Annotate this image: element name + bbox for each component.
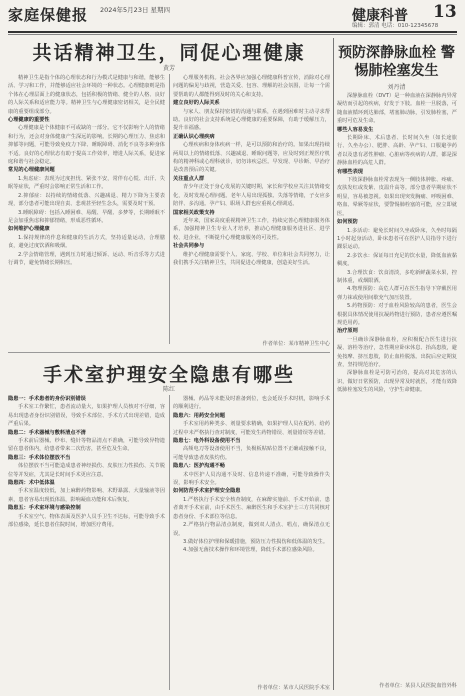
subheading: 关注重点人群 bbox=[173, 175, 205, 182]
subheading: 常见的心理健康问题 bbox=[8, 167, 55, 174]
article1-byline: 黄芳 bbox=[162, 65, 175, 72]
article3-column bbox=[337, 92, 457, 676]
paragraph: 3.合理饮食：饮食清淡，多吃新鲜蔬菜水果，控制体重，戒烟限酒。 bbox=[337, 269, 457, 284]
paragraph: 4.物理预防：高危人群可在医生指导下穿戴医用弹力袜或使用间歇充气加压装置。 bbox=[337, 286, 457, 301]
article2-byline: 陈红 bbox=[162, 386, 175, 393]
paragraph: 维护心理健康需要个人、家庭、学校、单位和社会共同努力，让我们携手关注精神卫生，共同促进心理健康，创造美好生活。 bbox=[173, 251, 330, 266]
masthead bbox=[0, 0, 465, 32]
subheading: 隐患三：手术体位摆放不当 bbox=[8, 454, 71, 461]
article2-credit: 作者单位：某市人民医院手术室 bbox=[257, 685, 330, 691]
paragraph: 器械、药品等未能及时准备到位，也会延误手术时机，影响手术的顺利进行。 bbox=[173, 396, 330, 411]
subheading: 心理健康的重要性 bbox=[8, 117, 50, 124]
paragraph: 长期卧床、术后患者、长时间久坐（如长途旅行、久坐办公）、肥胖、高龄、孕产妇、口服避孕药者以及患有恶性肿瘤、心脏病等疾病的人群，都是深静脉血栓的高危人群。 bbox=[337, 135, 457, 167]
subheading: 如何防范手术室护理安全隐患 bbox=[173, 488, 241, 495]
paragraph: 3.睡眠障碍：包括入睡困难、易醒、早醒、多梦等，长期睡眠不足会加重焦虑和抑郁情绪，形成恶性循环。 bbox=[8, 209, 165, 224]
paragraph: 手术室用药种类多、剂量要求精确，如果护理人员在配药、给药过程中未严格执行查对制度，可能发生药物错误、剂量错误等差错。 bbox=[173, 421, 330, 436]
subheading: 哪些人容易发生 bbox=[337, 126, 374, 133]
subheading: 建立良好的人际关系 bbox=[173, 100, 220, 107]
column-divider bbox=[169, 395, 170, 690]
subheading: 国家相关政策支持 bbox=[173, 209, 215, 216]
paragraph: 与家人、朋友保持密切的沟通与联系，在遇到困难时主动寻求帮助。良好的社会支持系统是心理健康的重要保障，有助于缓解压力，提升幸福感。 bbox=[173, 108, 330, 132]
paragraph: 深静脉血栓（DVT）是一种血液在深静脉内异常凝结而引起的疾病，好发于下肢。血栓一旦脱落，可随血液循环到达肺部，堵塞肺动脉，引发肺栓塞，严重时可危及生命。 bbox=[337, 93, 457, 125]
paragraph: 体位摆放不当可能造成患者神经损伤、皮肤压力性损伤、关节脱位等并发症，尤其是长时间手术更应注意。 bbox=[8, 463, 165, 478]
paragraph: 5.药物预防：对于血栓风险较高的患者，医生会根据具体情况使用抗凝药物进行预防，患者应遵医嘱规范用药。 bbox=[337, 303, 457, 326]
subheading: 隐患六：用药安全问题 bbox=[173, 412, 225, 419]
paragraph: 2.学会情绪管理，遇到压力时通过倾诉、运动、听音乐等方式进行调节，避免情绪长期积压。 bbox=[8, 251, 165, 266]
page-number: 13 bbox=[433, 2, 457, 22]
article3-byline: 刘丹清 bbox=[387, 84, 406, 91]
article1-title: 共话精神卫生，同促心理健康 bbox=[32, 42, 306, 64]
paragraph: 一旦确诊深静脉血栓，应积极配合医生进行抗凝、溶栓等治疗，急性期应卧床休息、抬高患肢，避免按摩、挤压患肢，防止血栓脱落。出院后应定期复查，坚持规范治疗。 bbox=[337, 336, 457, 368]
paragraph: 2.多饮水：保证每日充足的饮水量，降低血液黏稠度。 bbox=[337, 252, 457, 268]
column-divider bbox=[169, 74, 170, 344]
paragraph: 2.严格执行物品清点制度，做到双人清点、唱点，确保清点无误。 bbox=[173, 522, 330, 537]
subheading: 社会共同参与 bbox=[173, 243, 205, 250]
paragraph: 1.多活动：避免长时间久坐或卧床，久坐时每隔1小时起身活动，卧床患者可在医护人员指导下进行踝泵运动。 bbox=[337, 227, 457, 251]
paragraph: 近年来，国家高度重视精神卫生工作，持续完善心理健康服务体系，加强精神卫生专业人才培养，推动心理健康服务进社区、进学校、进企业，不断提升心理健康服务的可及性。 bbox=[173, 217, 330, 241]
issue-date: 2024年5月23日 星期四 bbox=[100, 6, 171, 14]
paragraph: 2.抑郁症：以持续的情绪低落、兴趣减退、精力下降为主要表现，部分患者可能出现自责、悲观甚至轻生念头，需要及时干预。 bbox=[8, 192, 165, 208]
header-rule bbox=[8, 31, 457, 33]
paragraph: 深静脉血栓是可防可治的，提高对其危害的认识，做好日常预防，出现异常及时就医，才能有效降低肺栓塞发生的风险，守护生命健康。 bbox=[337, 370, 457, 394]
paragraph: 手术室工作繁忙，患者流动量大，如果护理人员核对不仔细，容易出现患者身份识别错误，导致手术部位、手术方式出现差错，造成严重后果。 bbox=[8, 404, 165, 428]
paragraph: 术中医护人员沟通不及时、信息传递不准确，可能导致操作失误，影响手术安全。 bbox=[173, 471, 330, 487]
newspaper-brand: 家庭保健报 bbox=[8, 6, 89, 24]
article2-column-2 bbox=[173, 395, 330, 678]
paragraph: 1.焦虑症：表现为过度担忧、紧张不安，常伴有心慌、出汗、失眠等症状，严重时会影响正常生活和工作。 bbox=[8, 175, 165, 191]
article3-credit: 作者单位：某县人民医院血管外科 bbox=[379, 683, 457, 689]
paragraph: 手术前后器械、纱布、缝针等物品清点不准确，可能导致异物遗留在患者体内，给患者带来二次伤害，甚至危及生命。 bbox=[8, 438, 165, 453]
paragraph: 下肢深静脉血栓常表现为一侧肢体肿胀、疼痛、皮肤发红或发紫、皮温升高等。部分患者早期症状不明显，容易被忽视。如果出现突发胸痛、呼吸困难、咯血、晕厥等症状，要警惕肺栓塞的可能，应立即就医。 bbox=[337, 177, 457, 217]
subheading: 隐患二：手术器械与敷料清点不清 bbox=[8, 429, 86, 436]
paragraph: 手术室空气、物体表面及医护人员手卫生不达标，可能导致手术部位感染，延长患者住院时间，增加医疗费用。 bbox=[8, 513, 165, 529]
paragraph: 心理疾病和身体疾病一样，是可以预防和治疗的。如果出现持续两周以上的情绪低落、兴趣减退、睡眠问题等，应及时到正规医疗机构的精神科或心理科就诊，切勿讳疾忌医。早发现、早诊断、早治疗是改善预后的关键。 bbox=[173, 142, 330, 174]
article1-column-1 bbox=[8, 74, 165, 336]
subheading: 如何预防 bbox=[337, 219, 358, 226]
subheading: 隐患七：电外科设备使用不当 bbox=[173, 438, 241, 445]
paragraph: 1.严格执行手术安全核查制度，在麻醉实施前、手术开始前、患者离开手术室前，由手术医生、麻醉医生和手术室护士三方共同核对患者身份、手术部位等信息。 bbox=[173, 496, 330, 520]
section-divider bbox=[333, 38, 334, 690]
paragraph: 心理服务机构。社会各界应加强心理健康科普宣传，消除对心理问题的偏见与歧视，营造关爱、包容、理解的社会氛围，让每一个需要帮助的人都能得到及时的关心和支持。 bbox=[173, 75, 330, 98]
article1-column-2 bbox=[173, 74, 330, 329]
subheading: 有哪些表现 bbox=[337, 168, 363, 175]
paragraph: 3.做好体位护理和保暖措施，预防压力性损伤和低体温的发生。 bbox=[183, 538, 329, 545]
paragraph: 手术室温度较低，加上麻醉药物影响、术野暴露、大量输液等因素，患者容易出现低体温，影响凝血功能和术后恢复。 bbox=[8, 488, 165, 503]
subheading: 隐患八：医护沟通不畅 bbox=[173, 463, 225, 470]
article-divider bbox=[8, 352, 330, 353]
editor-contact: 编辑：郭清 电话：010-12345678 bbox=[352, 23, 439, 29]
paragraph: 青少年正处于身心发展的关键时期，家长和学校应关注其情绪变化，及时发现心理问题。老年人易出现孤独、失落等情绪，子女应多陪伴、多沟通。孕产妇、职场人群也应重视心理调适。 bbox=[173, 184, 330, 208]
paragraph: 精神卫生是指个体的心理状态和行为模式是健康与和谐，能够生活、学习和工作，并能够适应社会环境的一种状态。心理健康则是指个体在心理层面上的健康状态，包括积极的情绪、健全的人格、良好的人际关系和适应能力等。精神卫生与心理健康密切相关，是全民健康的重要组成部分。 bbox=[8, 75, 165, 115]
article2-column-1 bbox=[8, 395, 165, 690]
header-rule-thin bbox=[8, 34, 457, 35]
subheading: 隐患一：手术患者的身份识别错误 bbox=[8, 396, 86, 402]
subheading: 治疗原则 bbox=[337, 328, 358, 335]
subheading: 隐患五：手术室环境与感染控制 bbox=[8, 505, 81, 512]
article3-title: 预防深静脉血栓 警惕肺栓塞发生 bbox=[338, 45, 455, 79]
subheading: 如何维护心理健康 bbox=[8, 226, 50, 233]
paragraph: 4.加强无菌技术操作和环境管理，降低手术部位感染风险。 bbox=[183, 547, 318, 554]
subheading: 隐患四：术中低体温 bbox=[8, 480, 55, 487]
paragraph: 高频电刀等设备使用不当，负极板粘贴位置不正确或接触不良，可能导致患者皮肤灼伤。 bbox=[173, 446, 330, 461]
subheading: 正确认识心理疾病 bbox=[173, 133, 215, 140]
article2-title: 手术室护理安全隐患有哪些 bbox=[42, 364, 295, 386]
paragraph: 心理健康是个体健康不可或缺的一部分。它不仅影响个人的情绪和行为，还会对身体健康产生深远的影响。长期的心理压力、焦虑和抑郁等问题，可能导致免疫力下降、睡眠障碍、消化不良等多种身体不适。良好的心理状态有助于提高工作效率，增进人际关系，促进家庭和谐与社会稳定。 bbox=[8, 125, 165, 166]
section-title: 健康科普 bbox=[352, 8, 408, 24]
article1-credit: 作者单位：某市精神卫生中心 bbox=[262, 341, 330, 347]
paragraph: 1.保持规律的作息和健康的生活方式，坚持适量运动，合理膳食，避免过度饮酒和吸烟。 bbox=[8, 234, 165, 250]
